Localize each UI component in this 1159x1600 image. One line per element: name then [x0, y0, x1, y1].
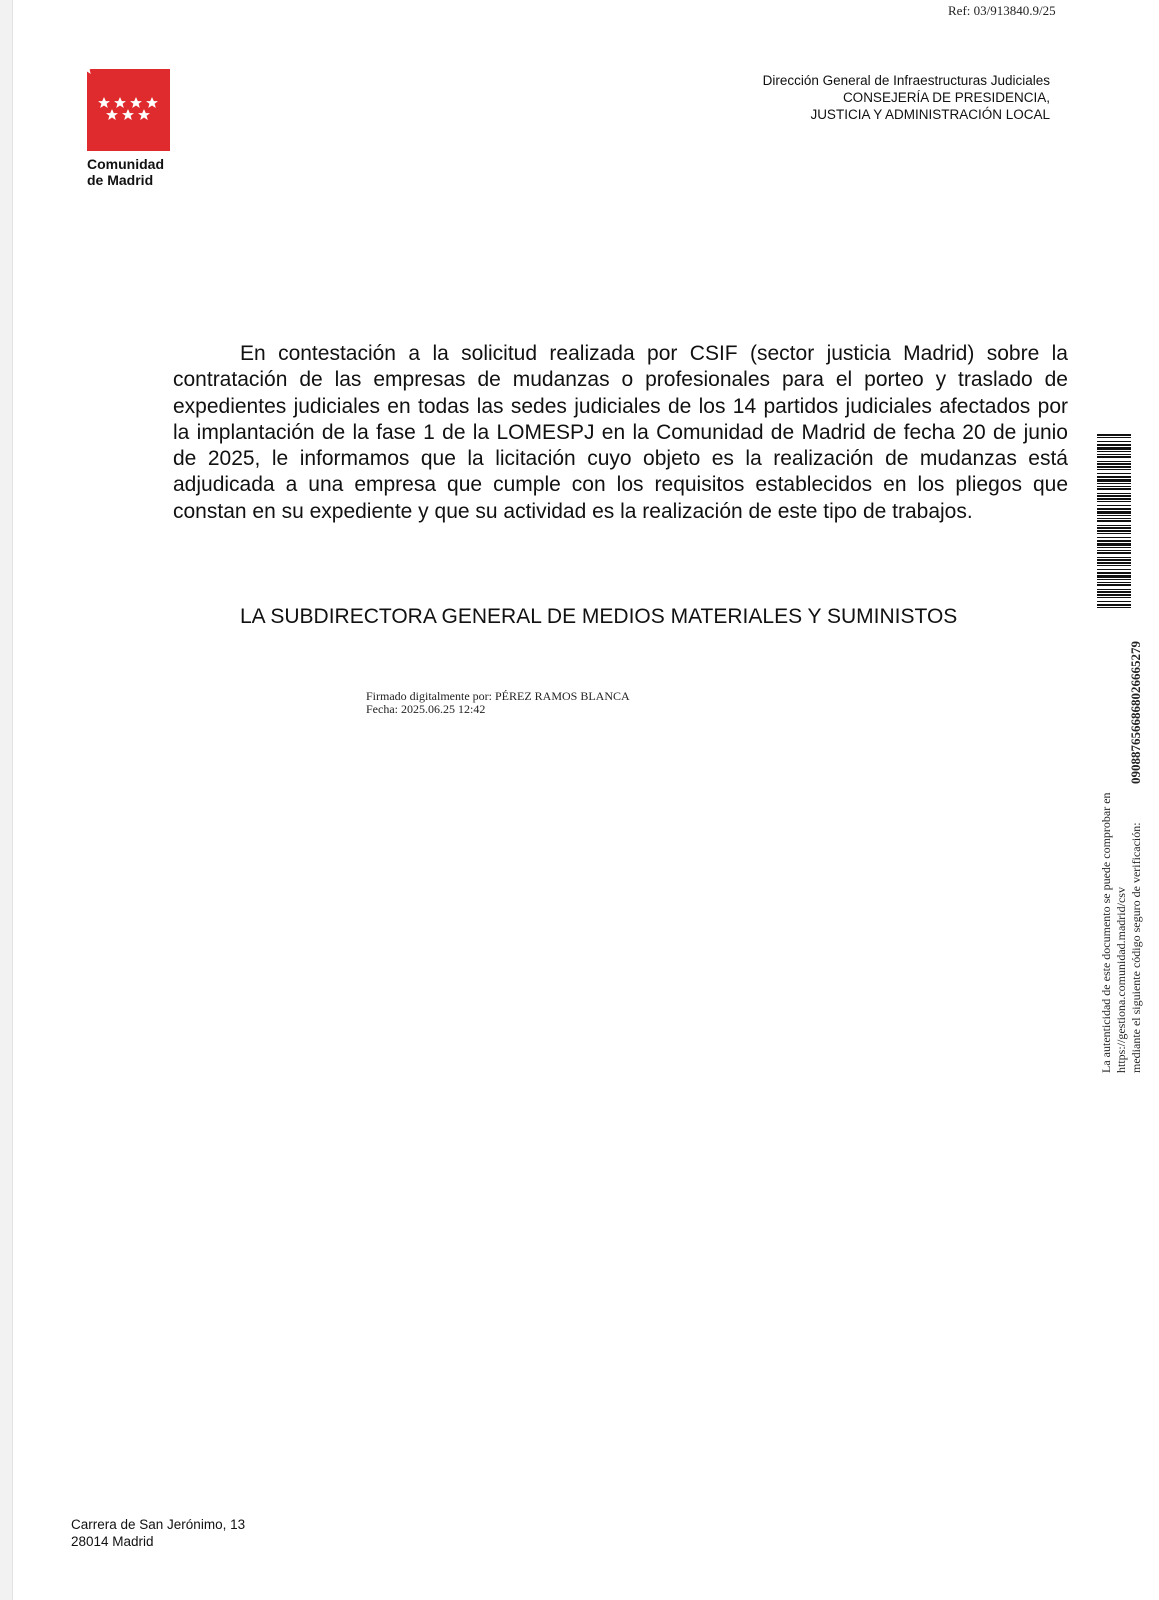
address-line-1: Carrera de San Jerónimo, 13	[71, 1517, 246, 1532]
barcode-bar	[1097, 451, 1131, 452]
barcode-bar	[1097, 508, 1131, 510]
barcode-bar	[1097, 515, 1131, 516]
barcode-bar	[1097, 579, 1131, 580]
body-text: En contestación a la solicitud realizada por CSIF (sector justicia Madrid) sobre la contratación de las empresas de mudanzas o profesionales para el porteo y traslado de expedientes judiciales en todas las sedes judiciales de los 14 partidos judiciales afectados por la implantación de la fase 1 de la LOMESPJ en la Comunidad de Madrid de fecha 20 de junio de 2025, le informamos que la licitación cuyo objeto es la realización de mudanzas está adjudicada a una empresa que cumple con los requisitos establecidos en los pliegos que constan en su expediente y que su actividad es la realización de este tipo de trabajos.	[173, 342, 1068, 523]
header-line-2: CONSEJERÍA DE PRESIDENCIA,	[842, 90, 1050, 105]
digital-signature	[366, 690, 630, 716]
barcode-bar	[1097, 495, 1131, 497]
comunidad-madrid-logo	[87, 69, 170, 151]
barcode-bar	[1097, 488, 1131, 490]
barcode-bar	[1097, 601, 1131, 602]
barcode-bar	[1097, 447, 1131, 450]
barcode-bar	[1097, 604, 1131, 606]
barcode-bar	[1097, 540, 1131, 542]
barcode-bar	[1097, 543, 1131, 546]
barcode-bar	[1097, 572, 1131, 574]
barcode-bar	[1097, 511, 1131, 514]
barcode-bar	[1097, 466, 1131, 468]
barcode-bar	[1097, 533, 1131, 534]
barcode-bar	[1097, 530, 1131, 532]
stars-icon	[87, 69, 170, 151]
verification-line-2: https://gestiona.comunidad.madrid/csv	[1114, 887, 1128, 1073]
barcode-bar	[1097, 582, 1131, 583]
barcode-bar	[1097, 469, 1131, 470]
barcode-bar	[1097, 461, 1131, 462]
barcode-bar	[1097, 559, 1131, 561]
barcode-bar	[1097, 454, 1131, 455]
signature-signer: Firmado digitalmente por: PÉREZ RAMOS BLANCA	[366, 689, 630, 703]
logo-line-1: Comunidad	[87, 156, 164, 172]
barcode-icon	[1097, 434, 1131, 608]
barcode-bar	[1097, 473, 1131, 474]
signature-date: Fecha: 2025.06.25 12:42	[366, 702, 486, 716]
footer-address	[71, 1516, 245, 1550]
logo-line-2: de Madrid	[87, 172, 154, 188]
header-line-3: JUSTICIA Y ADMINISTRACIÓN LOCAL	[810, 107, 1050, 122]
barcode-bar	[1097, 569, 1131, 570]
barcode-bar	[1097, 565, 1131, 566]
barcode-bar	[1097, 591, 1131, 593]
barcode-bar	[1097, 575, 1131, 578]
barcode-bar	[1097, 550, 1131, 551]
document-page	[12, 0, 1159, 1600]
barcode-bar	[1097, 501, 1131, 502]
logo-text	[87, 156, 164, 188]
header-line-1: Dirección General de Infraestructuras Judiciales	[762, 73, 1050, 88]
barcode-bar	[1097, 557, 1131, 558]
address-line-2: 28014 Madrid	[71, 1534, 154, 1549]
barcode-bar	[1097, 463, 1131, 465]
barcode-bar	[1097, 552, 1131, 554]
barcode-bar	[1097, 547, 1131, 548]
barcode-bar	[1097, 456, 1131, 458]
verification-line-1: La autenticidad de este documento se puede comprobar en	[1099, 792, 1113, 1073]
barcode-bar	[1097, 597, 1131, 598]
barcode-bar	[1097, 537, 1131, 538]
barcode-bar	[1097, 441, 1131, 442]
body-paragraph	[173, 341, 1068, 525]
barcode-bar	[1097, 562, 1131, 564]
barcode-bar	[1097, 584, 1131, 586]
verification-line-3: mediante el siguiente código seguro de verificación:	[1129, 822, 1143, 1073]
verification-code: 0908876566868026665279	[1128, 641, 1143, 784]
signer-title: LA SUBDIRECTORA GENERAL DE MEDIOS MATERIALES Y SUMINISTOS	[240, 605, 958, 628]
barcode-bar	[1097, 493, 1131, 494]
barcode-bar	[1097, 607, 1131, 608]
barcode-bar	[1097, 483, 1131, 484]
department-header	[763, 72, 1050, 123]
barcode-bar	[1097, 589, 1131, 590]
barcode-bar	[1097, 527, 1131, 529]
barcode-bar	[1097, 479, 1131, 482]
barcode-bar	[1097, 476, 1131, 478]
barcode-bar	[1097, 518, 1131, 519]
barcode-bar	[1097, 594, 1131, 596]
barcode-bar	[1097, 437, 1131, 438]
barcode-bar	[1097, 505, 1131, 506]
barcode-bar	[1097, 525, 1131, 526]
barcode-bar	[1097, 434, 1131, 436]
barcode-bar	[1097, 444, 1131, 446]
barcode-bar	[1097, 486, 1131, 487]
barcode-bar	[1097, 520, 1131, 522]
barcode-bar	[1097, 498, 1131, 500]
reference-number: Ref: 03/913840.9/25	[948, 3, 1056, 18]
